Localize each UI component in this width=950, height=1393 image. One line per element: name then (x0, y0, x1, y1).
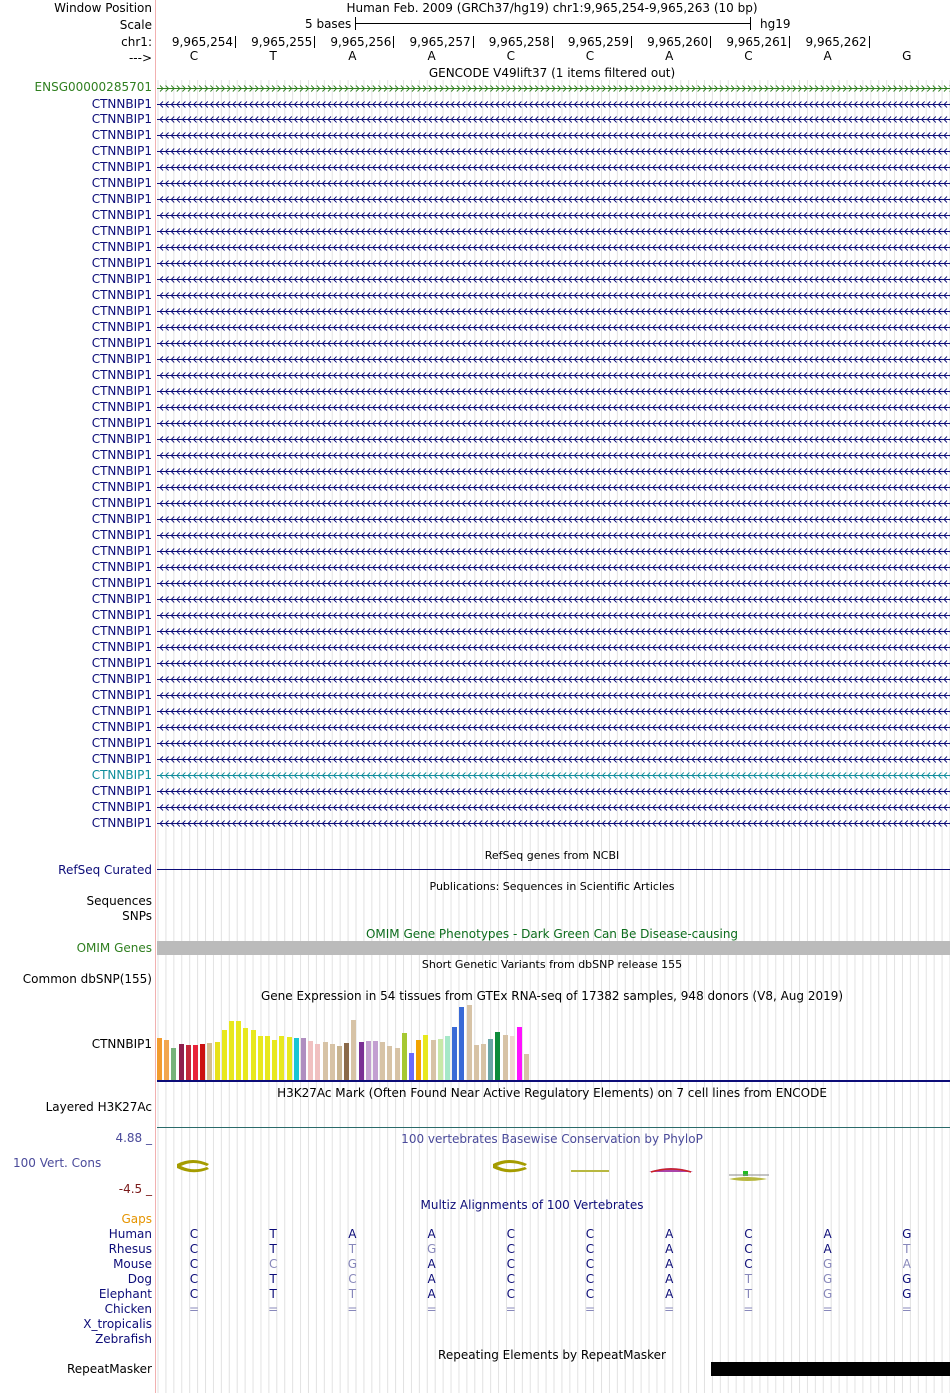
alignment-base: C (189, 1227, 199, 1241)
base-letter: C (506, 49, 515, 63)
alignment-base: C (189, 1287, 199, 1301)
transcript-label[interactable]: CTNNBIP1 (91, 783, 152, 798)
ruler-position: 9,965,255 (251, 35, 313, 49)
transcript-label[interactable]: CTNNBIP1 (91, 751, 152, 766)
gtex-bar[interactable] (366, 1041, 371, 1080)
transcript-label[interactable]: CTNNBIP1 (91, 575, 152, 590)
gtex-bar[interactable] (459, 1007, 464, 1080)
gtex-bar[interactable] (236, 1021, 241, 1080)
gtex-bar[interactable] (243, 1028, 248, 1080)
gtex-bar[interactable] (179, 1044, 184, 1080)
transcript-track[interactable] (157, 131, 950, 140)
gtex-bar[interactable] (186, 1045, 191, 1080)
cons-ymax: 4.88 _ (115, 1131, 152, 1145)
gencode-title: GENCODE V49lift37 (1 items filtered out) (428, 66, 676, 80)
transcript-label[interactable]: CTNNBIP1 (91, 96, 152, 111)
alignment-base: G (902, 1227, 912, 1241)
transcript-label[interactable]: CTNNBIP1 (91, 464, 152, 479)
gtex-bar[interactable] (308, 1041, 313, 1080)
transcript-label[interactable]: CTNNBIP1 (91, 655, 152, 670)
transcript-label[interactable]: CTNNBIP1 (91, 607, 152, 622)
transcript-track[interactable] (157, 499, 950, 508)
alignment-base: C (189, 1257, 199, 1271)
gtex-bar[interactable] (222, 1030, 227, 1080)
h3k27ac-baseline (157, 1127, 950, 1128)
transcript-label[interactable]: CTNNBIP1 (91, 432, 152, 447)
alignment-base: G (822, 1272, 833, 1286)
alignment-base: = (505, 1302, 516, 1316)
alignment-base: T (269, 1227, 277, 1241)
ruler-position: 9,965,258 (488, 35, 550, 49)
transcript-label[interactable]: CTNNBIP1 (91, 288, 152, 303)
alignment-base: C (506, 1242, 515, 1256)
h3k27ac-title: H3K27Ac Mark (Often Found Near Active Regulatory Elements) on 7 cell lines from ENCODE (277, 1086, 827, 1100)
transcript-label[interactable]: CTNNBIP1 (91, 368, 152, 383)
cons-glyph-1 (177, 1160, 209, 1172)
alignment-base: T (348, 1287, 357, 1301)
base-letter: A (348, 49, 357, 63)
alignment-base: = (268, 1302, 279, 1316)
omim-title: OMIM Gene Phenotypes - Dark Green Can Be Disease-causing (365, 927, 739, 941)
alignment-base: A (665, 1257, 674, 1271)
gaps-label[interactable]: Gaps (121, 1212, 152, 1226)
alignment-base: C (506, 1227, 515, 1241)
transcript-label[interactable]: CTNNBIP1 (91, 543, 152, 558)
transcript-track[interactable] (157, 467, 950, 476)
transcript-track[interactable] (157, 323, 950, 332)
alignment-base: C (348, 1272, 357, 1286)
species-label[interactable]: Chicken (104, 1302, 152, 1316)
transcript-track[interactable] (157, 163, 950, 172)
gtex-bar[interactable] (272, 1040, 277, 1080)
transcript-label[interactable]: CTNNBIP1 (91, 160, 152, 175)
gtex-bar[interactable] (207, 1043, 212, 1080)
alignment-base: C (585, 1242, 595, 1256)
scale-text: 5 bases (305, 17, 352, 31)
gtex-bar[interactable] (481, 1044, 486, 1080)
gtex-bar[interactable] (200, 1044, 205, 1080)
omim-track-bar[interactable] (157, 941, 950, 955)
gtex-bar[interactable] (416, 1040, 421, 1080)
gtex-bar[interactable] (337, 1046, 342, 1080)
species-label[interactable]: Dog (127, 1272, 152, 1286)
alignment-base: C (585, 1287, 595, 1301)
ruler-position: 9,965,257 (409, 35, 471, 49)
transcript-label[interactable]: CTNNBIP1 (91, 384, 152, 399)
alignment-base: = (584, 1302, 596, 1316)
transcript-track[interactable] (157, 355, 950, 364)
gtex-bar[interactable] (279, 1036, 284, 1080)
transcript-label[interactable]: CTNNBIP1 (91, 639, 152, 654)
transcript-label[interactable]: CTNNBIP1 (91, 240, 152, 255)
transcript-track[interactable] (157, 387, 950, 396)
transcript-label[interactable]: CTNNBIP1 (91, 496, 152, 510)
transcript-track[interactable] (157, 483, 950, 492)
gtex-bar[interactable] (258, 1036, 263, 1080)
refseq-title: RefSeq genes from NCBI (484, 849, 620, 862)
transcript-track[interactable] (157, 211, 950, 220)
alignment-base: G (902, 1272, 912, 1286)
transcript-track[interactable] (157, 803, 950, 812)
ensg-label[interactable]: ENSG00000285701 (34, 80, 152, 94)
pubs-title: Publications: Sequences in Scientific Articles (429, 880, 675, 893)
species-label[interactable]: X_tropicalis (83, 1317, 152, 1331)
transcript-label[interactable]: CTNNBIP1 (91, 623, 152, 638)
transcript-track[interactable] (157, 179, 950, 188)
refseq-curated-label[interactable]: RefSeq Curated (58, 863, 152, 877)
transcript-label[interactable]: CTNNBIP1 (91, 144, 152, 159)
alignment-base: T (744, 1287, 753, 1301)
alignment-base: A (665, 1287, 674, 1301)
base-letter: C (744, 49, 753, 63)
species-label[interactable]: Zebrafish (95, 1332, 152, 1346)
gtex-bar[interactable] (323, 1042, 328, 1080)
dbsnp-title: Short Genetic Variants from dbSNP release 155 (421, 958, 683, 971)
transcript-track[interactable] (157, 675, 950, 684)
species-label[interactable]: Human (108, 1227, 152, 1241)
transcript-label[interactable]: CTNNBIP1 (91, 511, 152, 526)
transcript-label[interactable]: CTNNBIP1 (91, 527, 152, 542)
alignment-base: A (665, 1272, 674, 1286)
assembly-label: hg19 (760, 17, 791, 31)
alignment-base: T (348, 1242, 357, 1256)
ruler-tick (393, 36, 394, 48)
alignment-base: T (269, 1242, 277, 1256)
transcript-track[interactable] (157, 755, 950, 764)
gtex-bar[interactable] (402, 1033, 407, 1080)
transcript-label[interactable]: CTNNBIP1 (91, 224, 152, 239)
gtex-bar[interactable] (359, 1042, 364, 1080)
gtex-label[interactable]: CTNNBIP1 (91, 1037, 152, 1051)
transcript-track[interactable] (157, 611, 950, 620)
transcript-label[interactable]: CTNNBIP1 (91, 719, 152, 734)
chr-label: chr1: (121, 35, 152, 49)
gtex-bar[interactable] (330, 1044, 335, 1080)
transcript-label[interactable]: CTNNBIP1 (91, 735, 152, 750)
gtex-bar[interactable] (495, 1032, 500, 1080)
cons-label[interactable]: 100 Vert. Cons (13, 1156, 102, 1170)
species-label[interactable]: Mouse (113, 1257, 152, 1271)
alignment-base: C (744, 1242, 753, 1256)
transcript-track[interactable] (157, 819, 950, 828)
transcript-track[interactable] (157, 595, 950, 604)
transcript-track[interactable] (157, 787, 950, 796)
repeatmasker-title: Repeating Elements by RepeatMasker (438, 1348, 666, 1362)
repeatmasker-label[interactable]: RepeatMasker (66, 1362, 152, 1376)
transcript-track[interactable] (157, 579, 950, 588)
gtex-bar[interactable] (251, 1030, 256, 1080)
gtex-bar[interactable] (380, 1042, 385, 1080)
transcript-track[interactable] (157, 403, 950, 412)
transcript-track[interactable] (157, 659, 950, 668)
gtex-bar[interactable] (510, 1036, 515, 1080)
transcript-track[interactable] (157, 115, 950, 124)
transcript-label[interactable]: CTNNBIP1 (91, 559, 152, 574)
strand-label[interactable]: ---> (128, 51, 152, 65)
pubs-label-snps[interactable]: SNPs (122, 909, 152, 923)
alignment-base: T (744, 1272, 753, 1286)
gtex-bar[interactable] (467, 1005, 472, 1080)
ruler-position: 9,965,259 (567, 35, 629, 49)
alignment-base: A (902, 1257, 911, 1271)
alignment-base: C (506, 1287, 515, 1301)
alignment-base: C (585, 1227, 595, 1241)
alignment-base: G (426, 1242, 437, 1256)
alignment-base: T (269, 1272, 277, 1286)
alignment-base: A (427, 1257, 436, 1271)
transcript-label[interactable]: CTNNBIP1 (91, 304, 152, 319)
ruler-position: 9,965,261 (726, 35, 788, 49)
alignment-base: G (822, 1287, 833, 1301)
transcript-track[interactable] (157, 563, 950, 572)
ruler-tick (710, 36, 711, 48)
transcript-track[interactable] (157, 771, 950, 780)
transcript-label[interactable]: CTNNBIP1 (91, 591, 152, 606)
gtex-bar[interactable] (395, 1048, 400, 1080)
gtex-bar[interactable] (373, 1041, 378, 1080)
label-separator (155, 0, 156, 1393)
transcript-label[interactable]: CTNNBIP1 (91, 767, 152, 782)
alignment-base: C (585, 1272, 595, 1286)
base-letter: T (269, 49, 277, 63)
ruler-tick (552, 36, 553, 48)
gtex-bar[interactable] (423, 1035, 428, 1080)
alignment-base: G (902, 1287, 912, 1301)
gtex-bar[interactable] (387, 1046, 392, 1080)
alignment-base: G (347, 1257, 358, 1271)
transcript-label[interactable]: CTNNBIP1 (91, 815, 152, 830)
cons-glyph-2 (493, 1160, 527, 1172)
gtex-bar[interactable] (431, 1040, 436, 1080)
transcript-track[interactable] (157, 147, 950, 156)
transcript-track[interactable] (157, 291, 950, 300)
alignment-base: A (348, 1227, 357, 1241)
transcript-track[interactable] (157, 531, 950, 540)
transcript-label[interactable]: CTNNBIP1 (91, 687, 152, 702)
alignment-base: C (744, 1227, 753, 1241)
gtex-bar[interactable] (488, 1039, 493, 1080)
transcript-label[interactable]: CTNNBIP1 (91, 671, 152, 686)
alignment-base: T (269, 1287, 277, 1301)
dbsnp-label[interactable]: Common dbSNP(155) (22, 972, 152, 986)
cons-glyph-3 (571, 1170, 609, 1172)
base-letter: C (189, 49, 199, 63)
gtex-baseline (157, 1080, 950, 1082)
transcript-label[interactable]: CTNNBIP1 (91, 703, 152, 718)
alignment-base: T (903, 1242, 911, 1256)
window-position-label: Window Position (54, 1, 152, 15)
ruler-tick (235, 36, 236, 48)
alignment-base: C (585, 1257, 595, 1271)
gtex-bar[interactable] (265, 1036, 270, 1080)
alignment-base: C (506, 1272, 515, 1286)
transcript-track[interactable] (157, 339, 950, 348)
cons-ymin: -4.5 _ (118, 1182, 152, 1196)
gtex-bar[interactable] (517, 1027, 522, 1080)
h3k27ac-label[interactable]: Layered H3K27Ac (45, 1100, 152, 1114)
alignment-base: A (427, 1227, 436, 1241)
alignment-base: C (189, 1242, 199, 1256)
transcript-label[interactable]: CTNNBIP1 (91, 799, 152, 814)
transcript-track[interactable] (157, 275, 950, 284)
transcript-track[interactable] (157, 419, 950, 428)
transcript-label[interactable]: CTNNBIP1 (91, 192, 152, 207)
gtex-bar[interactable] (193, 1045, 198, 1080)
pubs-label-sequences[interactable]: Sequences (86, 894, 152, 908)
transcript-track[interactable] (157, 451, 950, 460)
transcript-label[interactable]: CTNNBIP1 (91, 416, 152, 431)
transcript-label[interactable]: CTNNBIP1 (91, 112, 152, 127)
base-letter: G (902, 49, 912, 63)
ruler-tick (473, 36, 474, 48)
transcript-track[interactable] (157, 643, 950, 652)
ruler-position: 9,965,256 (330, 35, 392, 49)
gtex-bar[interactable] (445, 1036, 450, 1080)
ruler-tick (314, 36, 315, 48)
cons-title: 100 vertebrates Basewise Conservation by PhyloP (401, 1132, 703, 1146)
alignment-base: A (665, 1242, 674, 1256)
transcript-track[interactable] (157, 243, 950, 252)
alignment-base: A (427, 1287, 436, 1301)
alignment-base: = (743, 1302, 754, 1316)
alignment-base: A (665, 1227, 674, 1241)
transcript-label[interactable]: CTNNBIP1 (91, 256, 152, 271)
alignment-base: = (664, 1302, 675, 1316)
transcript-track[interactable] (157, 739, 950, 748)
transcript-label[interactable]: CTNNBIP1 (91, 352, 152, 367)
window-title: Human Feb. 2009 (GRCh37/hg19) chr1:9,965,254-9,965,263 (10 bp) (346, 1, 758, 15)
alignment-base: = (822, 1302, 833, 1316)
gtex-bar[interactable] (301, 1038, 306, 1080)
alignment-base: A (823, 1227, 832, 1241)
ruler-position: 9,965,254 (171, 35, 233, 49)
scale-bar (355, 17, 751, 31)
alignment-base: C (268, 1257, 278, 1271)
ruler-tick (789, 36, 790, 48)
ruler-tick (869, 36, 870, 48)
base-letter: C (585, 49, 595, 63)
multiz-title: Multiz Alignments of 100 Vertebrates (420, 1198, 644, 1212)
species-label[interactable]: Elephant (98, 1287, 152, 1301)
gtex-bar[interactable] (452, 1027, 457, 1080)
alignment-base: = (426, 1302, 437, 1316)
transcript-track[interactable] (157, 707, 950, 716)
gtex-bar[interactable] (438, 1039, 443, 1080)
gtex-bar[interactable] (287, 1037, 292, 1080)
cons-glyph-6 (729, 1177, 767, 1181)
transcript-label[interactable]: CTNNBIP1 (91, 128, 152, 143)
alignment-base: = (347, 1302, 358, 1316)
gtex-bar[interactable] (164, 1040, 169, 1080)
cons-plot[interactable] (157, 1150, 950, 1190)
transcript-label[interactable]: CTNNBIP1 (91, 448, 152, 463)
omim-genes-label[interactable]: OMIM Genes (76, 941, 152, 955)
gtex-title: Gene Expression in 54 tissues from GTEx RNA-seq of 17382 samples, 948 donors (V8, Aug 2019) (260, 989, 844, 1003)
transcript-label[interactable]: CTNNBIP1 (91, 320, 152, 335)
transcript-track[interactable] (157, 435, 950, 444)
scale-label: Scale (119, 18, 152, 32)
transcript-track[interactable] (157, 515, 950, 524)
alignment-base: A (427, 1272, 436, 1286)
alignment-base: C (506, 1257, 515, 1271)
transcript-track[interactable] (157, 691, 950, 700)
repeatmasker-element[interactable] (711, 1362, 950, 1376)
gtex-bar[interactable] (294, 1038, 299, 1080)
base-letter: A (823, 49, 832, 63)
gtex-bar[interactable] (524, 1054, 529, 1080)
gtex-bar[interactable] (503, 1035, 508, 1080)
transcript-label[interactable]: CTNNBIP1 (91, 400, 152, 415)
refseq-track-line[interactable] (157, 869, 950, 870)
gtex-bar[interactable] (215, 1042, 220, 1080)
ruler-position: 9,965,260 (647, 35, 709, 49)
transcript-track[interactable] (157, 547, 950, 556)
gtex-bar[interactable] (171, 1048, 176, 1080)
transcript-track[interactable] (157, 195, 950, 204)
transcript-track[interactable] (157, 307, 950, 316)
alignment-base: A (823, 1242, 832, 1256)
alignment-base: = (901, 1302, 912, 1316)
transcript-label[interactable]: CTNNBIP1 (91, 176, 152, 191)
ruler-tick (631, 36, 632, 48)
gtex-bar[interactable] (409, 1053, 414, 1080)
gtex-bar[interactable] (157, 1038, 162, 1080)
transcript-label[interactable]: CTNNBIP1 (91, 336, 152, 351)
transcript-track[interactable] (157, 259, 950, 268)
gtex-bar[interactable] (351, 1020, 356, 1080)
transcript-track[interactable] (157, 100, 950, 109)
transcript-label[interactable]: CTNNBIP1 (91, 272, 152, 287)
gtex-bar[interactable] (229, 1021, 234, 1080)
transcript-label[interactable]: CTNNBIP1 (91, 208, 152, 223)
ruler-position: 9,965,262 (805, 35, 867, 49)
transcript-track[interactable] (157, 371, 950, 380)
transcript-track[interactable] (157, 227, 950, 236)
gtex-bar[interactable] (474, 1045, 479, 1080)
gtex-bar[interactable] (344, 1043, 349, 1080)
transcript-track[interactable] (157, 627, 950, 636)
alignment-base: C (744, 1257, 753, 1271)
base-letter: A (665, 49, 674, 63)
species-label[interactable]: Rhesus (108, 1242, 152, 1256)
alignment-base: C (189, 1272, 199, 1286)
transcript-track[interactable] (157, 723, 950, 732)
transcript-label[interactable]: CTNNBIP1 (91, 480, 152, 495)
base-letter: A (427, 49, 436, 63)
ensg-track[interactable] (157, 84, 950, 93)
alignment-base: = (188, 1302, 200, 1316)
gtex-bar[interactable] (315, 1044, 320, 1080)
alignment-base: G (822, 1257, 833, 1271)
